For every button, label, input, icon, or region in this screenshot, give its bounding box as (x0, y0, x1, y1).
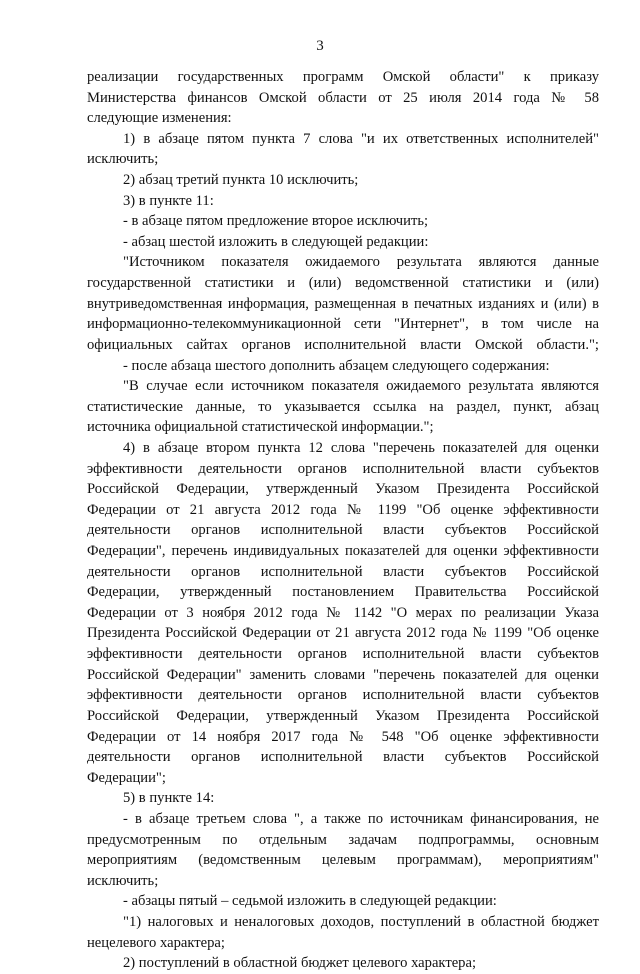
text-line: "В случае если источником показателя ожидаемого результата являются (123, 378, 599, 395)
text-line: 3) в пункте 11: (123, 192, 214, 209)
text-line: внутриведомственная информация, размещенная в печатных изданиях и (или) в (87, 295, 599, 312)
text-line: Российской Федерации" заменить словами "перечень показателей для оценки (87, 666, 599, 683)
text-line: Российской Федерации, утвержденный Указом Президента Российской (87, 481, 599, 498)
text-line: деятельности органов исполнительной власти субъектов Российской (87, 749, 599, 766)
text-line: мероприятиям (ведомственным целевым программам), мероприятиям" (87, 852, 599, 869)
text-line: 4) в абзаце втором пункта 12 слова "перечень показателей для оценки (123, 439, 599, 456)
text-line: реализации государственных программ Омской области" к приказу (87, 69, 599, 85)
text-line: статистические данные, то указывается ссылка на раздел, пункт, абзац (87, 398, 599, 415)
text-line: эффективности деятельности органов исполнительной власти субъектов (87, 460, 599, 477)
text-line: 2) поступлений в областной бюджет целевого характера; (123, 955, 477, 972)
text-line: - абзац шестой изложить в следующей редакции: (123, 233, 429, 250)
text-line: официальных сайтах органов исполнительной власти Омской области."; (87, 336, 599, 353)
text-line: следующие изменения: (87, 110, 232, 127)
page-number: 3 (316, 38, 324, 54)
text-line: исключить; (87, 872, 159, 889)
text-line: деятельности органов исполнительной власти субъектов Российской (87, 522, 599, 539)
text-line: "Источником показателя ожидаемого результата являются данные (123, 254, 599, 271)
text-line: 2) абзац третий пункта 10 исключить; (123, 172, 359, 189)
text-line: 5) в пункте 14: (123, 790, 215, 807)
text-line: информационно-телекоммуникационной сети "Интернет", в том числе на (87, 316, 599, 333)
text-line: предусмотренным по отдельным задачам подпрограммы, основным (87, 831, 599, 848)
text-line: государственной статистики и (или) ведомственной статистики и (или) (87, 275, 599, 292)
text-line: - абзацы пятый – седьмой изложить в следующей редакции: (123, 893, 497, 910)
document-body (87, 67, 599, 974)
text-line: - в абзаце третьем слова ", а также по источникам финансирования, не (123, 810, 599, 827)
text-line: - в абзаце пятом предложение второе исключить; (123, 213, 429, 230)
text-line: Федерации", перечень индивидуальных показателей для оценки эффективности (87, 543, 599, 560)
text-line: "1) налоговых и неналоговых доходов, поступлений в областной бюджет (123, 913, 599, 930)
text-line: Президента Российской Федерации от 21 августа 2012 года № 1199 "Об оценке (87, 625, 599, 642)
text-line: Российской Федерации, утвержденный Указом Президента Российской (87, 707, 599, 724)
text-line: источника официальной статистической информации."; (87, 419, 434, 436)
text-line: - после абзаца шестого дополнить абзацем следующего содержания: (123, 357, 550, 374)
text-line: Федерации от 14 ноября 2017 года № 548 "Об оценке эффективности (87, 728, 599, 745)
text-line: эффективности деятельности органов исполнительной власти субъектов (87, 687, 599, 704)
text-line: Федерации от 21 августа 2012 года № 1199 "Об оценке эффективности (87, 501, 599, 518)
text-line: Федерации"; (87, 769, 166, 786)
text-line: эффективности деятельности органов исполнительной власти субъектов (87, 646, 599, 663)
text-line: Федерации, утвержденный постановлением Правительства Российской (87, 584, 599, 601)
text-line: 1) в абзаце пятом пункта 7 слова "и их ответственных исполнителей" (123, 130, 599, 147)
text-line: исключить; (87, 151, 159, 168)
text-line: Министерства финансов Омской области от 25 июля 2014 года № 58 (87, 89, 599, 106)
text-line: деятельности органов исполнительной власти субъектов Российской (87, 563, 599, 580)
text-line: Федерации от 3 ноября 2012 года № 1142 "О мерах по реализации Указа (87, 604, 599, 621)
text-line: нецелевого характера; (87, 934, 225, 951)
